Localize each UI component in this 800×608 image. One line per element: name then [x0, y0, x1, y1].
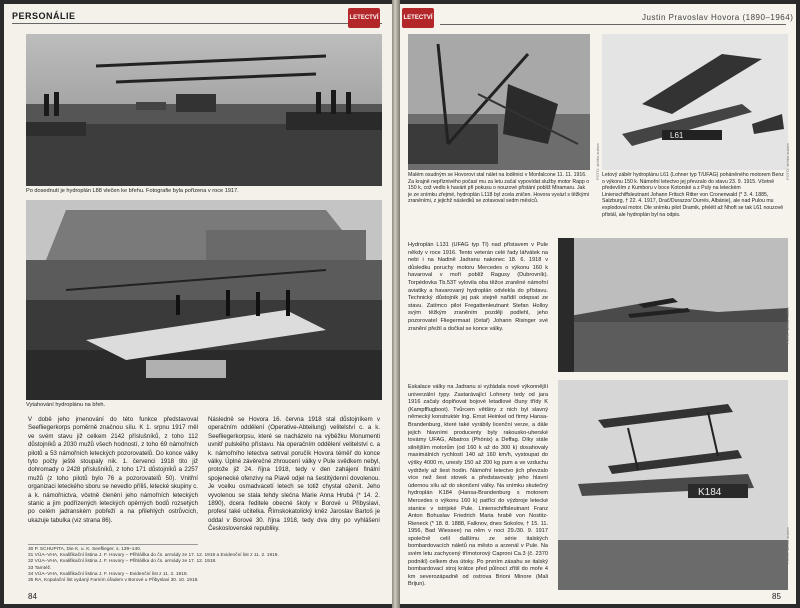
- photo-caption: Vytahování hydroplánu na břeh.: [26, 402, 106, 408]
- photo-credit: FOTO: sbírka autora: [785, 307, 790, 344]
- photo-hydroplane-l61: [602, 34, 788, 170]
- book-gutter: [392, 0, 400, 608]
- photo-hydroplane-k184: [558, 380, 788, 590]
- footnote: 35 RA, Kopulační list vydaný Farním úřadem v Borové u Přibyslavi 30. 10. 1918.: [28, 578, 199, 584]
- footnote: 34 VÚA–VHA, Kvalifikační listina J. F. Hovory – Evidenční list z 11. 2. 1919.: [28, 571, 188, 577]
- body-column-1: V době jeho jmenování do této funkce představoval Seefliegerkorps poměrně značnou sílu. K 1. srpnu 1917 měl ve svém stavu již celkem 2142 příslušníků, z toho 112 důstojníků a 2030 mužů všech hodností, z toho 69 námořních pilotů a 53 námořních leteckých pozorovatelů. Do konce války tyto počty ještě stoupaly nik. 1. červenci 1918 tito již dohromady o 2428 příslušníků, z toho 171 důstojníků a 2257 mužů (z toho pilotů bylo 76 a pozorovatelů 50). Vnitřní organizaci leteckého sboru se nevedlo příliš, letecké skupiny c. a k. námořnictva, včetně členění jeho námořních leteckých stanic a jim podřízených leteckých opěrných bodů rozsetých po celém jadranském pobřeží a na přilehlých ostrůvcích, ukazuje tabulka (viz strana 86).: [28, 416, 198, 524]
- photo-caption: Letový záběr hydroplánu L61 (Lohner typ T/UFAG) poháněného motorem Benz o výkonu 150 k. Námořní letectvo jej převzalo do stavu 23. 9. 1915. Včetně především z Kumboru v boce Kotorské a z Puly na leteckém Linienschiffsleutnant Johann Fritsch Ritter von Cronenwald (* 3. 4. 1885, Salzburg, † 22. 4. 1917, Drač/Durazzo/ Durrës, Albánie), ale nad Pulou mu explodoval motor. Dle snímku pilot Dramik, přelétl až Nhoft se tak L61 nouzově přistál, ale hydroplán byl na odpis.: [602, 172, 784, 218]
- photo-credit: FOTO: sbírka autora: [785, 143, 790, 180]
- right-page: [400, 4, 796, 604]
- footnote: 32 VÚA–VHA, Kvalifikační listina J. F. Hovory – Přihláška do čs. armády ze 17. 12. 1918.: [28, 559, 217, 565]
- photo-caption: Malém osudným se Hovorovi stal nálet na loděnici v Monfalcone 11. 11. 1916. Za krajně nepříznivého počasí mu za letu začal vypovídat služby motor Rapp o 150 k, což vedlo k havárii při pokusu o nouzové přistání poblíž Miramaru. Jak je ze snímku zřejmé, hydroplán L118 byl zcela zničen. Hovora vyvázl s těžkými zraněními, z jejichž následků se zotavoval sedm měsíců.: [408, 172, 590, 205]
- footnotes: [28, 547, 378, 584]
- footnote: 33 Tamtéž.: [28, 565, 52, 571]
- running-header: Justin Pravoslav Hovora (1890–1964): [642, 13, 794, 22]
- logo: LETECTVÍ: [402, 8, 434, 28]
- svg-text:K184: K184: [698, 487, 722, 498]
- svg-text:L61: L61: [670, 131, 684, 140]
- photo-caption: Po dosednutí je hydroplán L88 vlečen ke břehu. Fotografie byla pořízena v roce 1917.: [26, 188, 239, 194]
- photo-crash-wreck: [408, 34, 590, 170]
- page-number: 85: [772, 592, 781, 601]
- footnote: 31 VÚA–VHA, Kvalifikační listina J. F. Hovory – Přihláška do čs. armády ze 17. 12. 1918 a Evidenční list z 11. 2. 1919.: [28, 553, 279, 559]
- photo-credit: FOTO: sbírka autora: [785, 527, 790, 564]
- left-page: [4, 4, 392, 604]
- text-k184: Eskalace války na Jadranu si vyžádala nové výkonnější univerzální typy. Zastarávající Lohnery tedy od jara 1916 začaly doplňovat bojové letadlové čluny třídy K (Kampfflugboot). Tvůrcem většiny z nich byl slavný německý konstruktér Ing. Ernst Heinkel od firmy Hansa-Brandenburg, které také vyrábily licenční verze, a dále jejich hlavními producenty byly rakousko-uherské továrny UFAG, Albatros (Phönix) a Deffag. Díky stále silnějším motorům (od 160 k až do 300 k) dosahovaly maximálních rychlostí 140 až 160 km/h, vystoupat do výšky 4000 m, unesly 150 až 200 kg pum a ve vzduchu vydržely až šest hodin. Námořní letectvo jich převzalo více než šest stovek a představovaly jeho hlavní údernou sílu až do skončení války. Na snímku skutečný hydroplán K184 (Hansa-Brandenburg s motorem Mercedes o výkonu 160 k) patřící do výzbroje letecké stanice v istrijské Pule. Linienschiffsleutnant Franz Anton Bohuslav Friedrich Maria hrabě von Nostitz-Rieneck (* 18. 8. 1888, Falknov, dnes Sokolov, † 15. 11. 1956, Bad Wiessee) na něm v noci 29./30. 9. 1917 společně celil dalšímu ze série italských bombardovacích náletů na město a arzenál v Pule. Na svém letu zachycený třímotorový Caproni Ca.3 (č. 2370 podnikl) celkem dva útoky. Po prvním zásahu se italský bombardovací stroj krátce před půlnocí zřítil do moře 4 km severozápadně od ostrova Brioni Minore (Mali Brijun).: [408, 384, 548, 588]
- body-column-2: Následně se Hovora 16. června 1918 stal důstojníkem v operačním oddělení (Operative-Abteilung) velitelství c. a k. Seefliegerkorpsu, které se nacházelo na výběžku Monumenti uvnitř pulského přístavu. Na operačním oddělení velitelství c. a k. námořního letectva setrval poručík Hovora téměř do konce války. Úplné závěrečné zhroucení války v Pule svědkem nebyl, protože již 24. října 1918, tedy v den zahájení finální spojenecké ofenzivy na Piavě odjel na šestitýdenní dovolenou. Je vcelku osmadvacetí letech se totiž chystal oženit. Jeho vyvolenou se stala tehdy slečna Marie Anna Hrubá (* 14. 2. 1890), dcera ředitele obecné školy v Borové u Přibyslavi, profesí také učitelka. Římskokatolický kněz Jaroslav Bartoš je oddal v Borové 30. října 1918, tedy dva dny po vyhlášení Československé republiky.: [208, 416, 380, 533]
- header-rule: [440, 24, 786, 25]
- photo-credit: FOTO: sbírka autora: [595, 143, 600, 180]
- section-title: PERSONÁLIE: [12, 11, 76, 21]
- footnote: 30 P. SCHUPITA, Die K. u. K. Seeflieger, s. 139–140.: [28, 547, 142, 552]
- footnote-rule: [28, 544, 198, 545]
- photo-hydroplane-l131-flight: [558, 238, 788, 372]
- page-number: 84: [28, 592, 37, 601]
- logo: LETECTVÍ: [348, 8, 380, 28]
- text-l131: Hydroplán L131 (UFAG typ TI) nad přístavem v Pule někdy v roce 1916. Tento veterán celé řady lářvátek na nebi i na hladině Jadranu nakonec 18. 6. 1918 v důsledku poruchy motoru Mercedes o výkonu 160 k havaroval v moři poblíž Ragusy (Dubrovník). Torpédovka Tb.53T vylovila oba těžce zraněné námořní aviatiky a havarovaný hydroplán odvlekla do přístavu. Technický důstojník jej pak stejně nařídil odepsat ze stavu. Zatímco pilot Fregattenleutnant Stefan Holloy svým těžkým zraněním později podlehl, jeho pozorovatel Fliegermaat (četař) Johann Risinger své zranění přežil a dočkal se konce války.: [408, 242, 548, 332]
- photo-hangar-shore: [26, 200, 382, 400]
- photo-hydroplane-towed: [26, 34, 382, 186]
- header-rule: [12, 23, 382, 24]
